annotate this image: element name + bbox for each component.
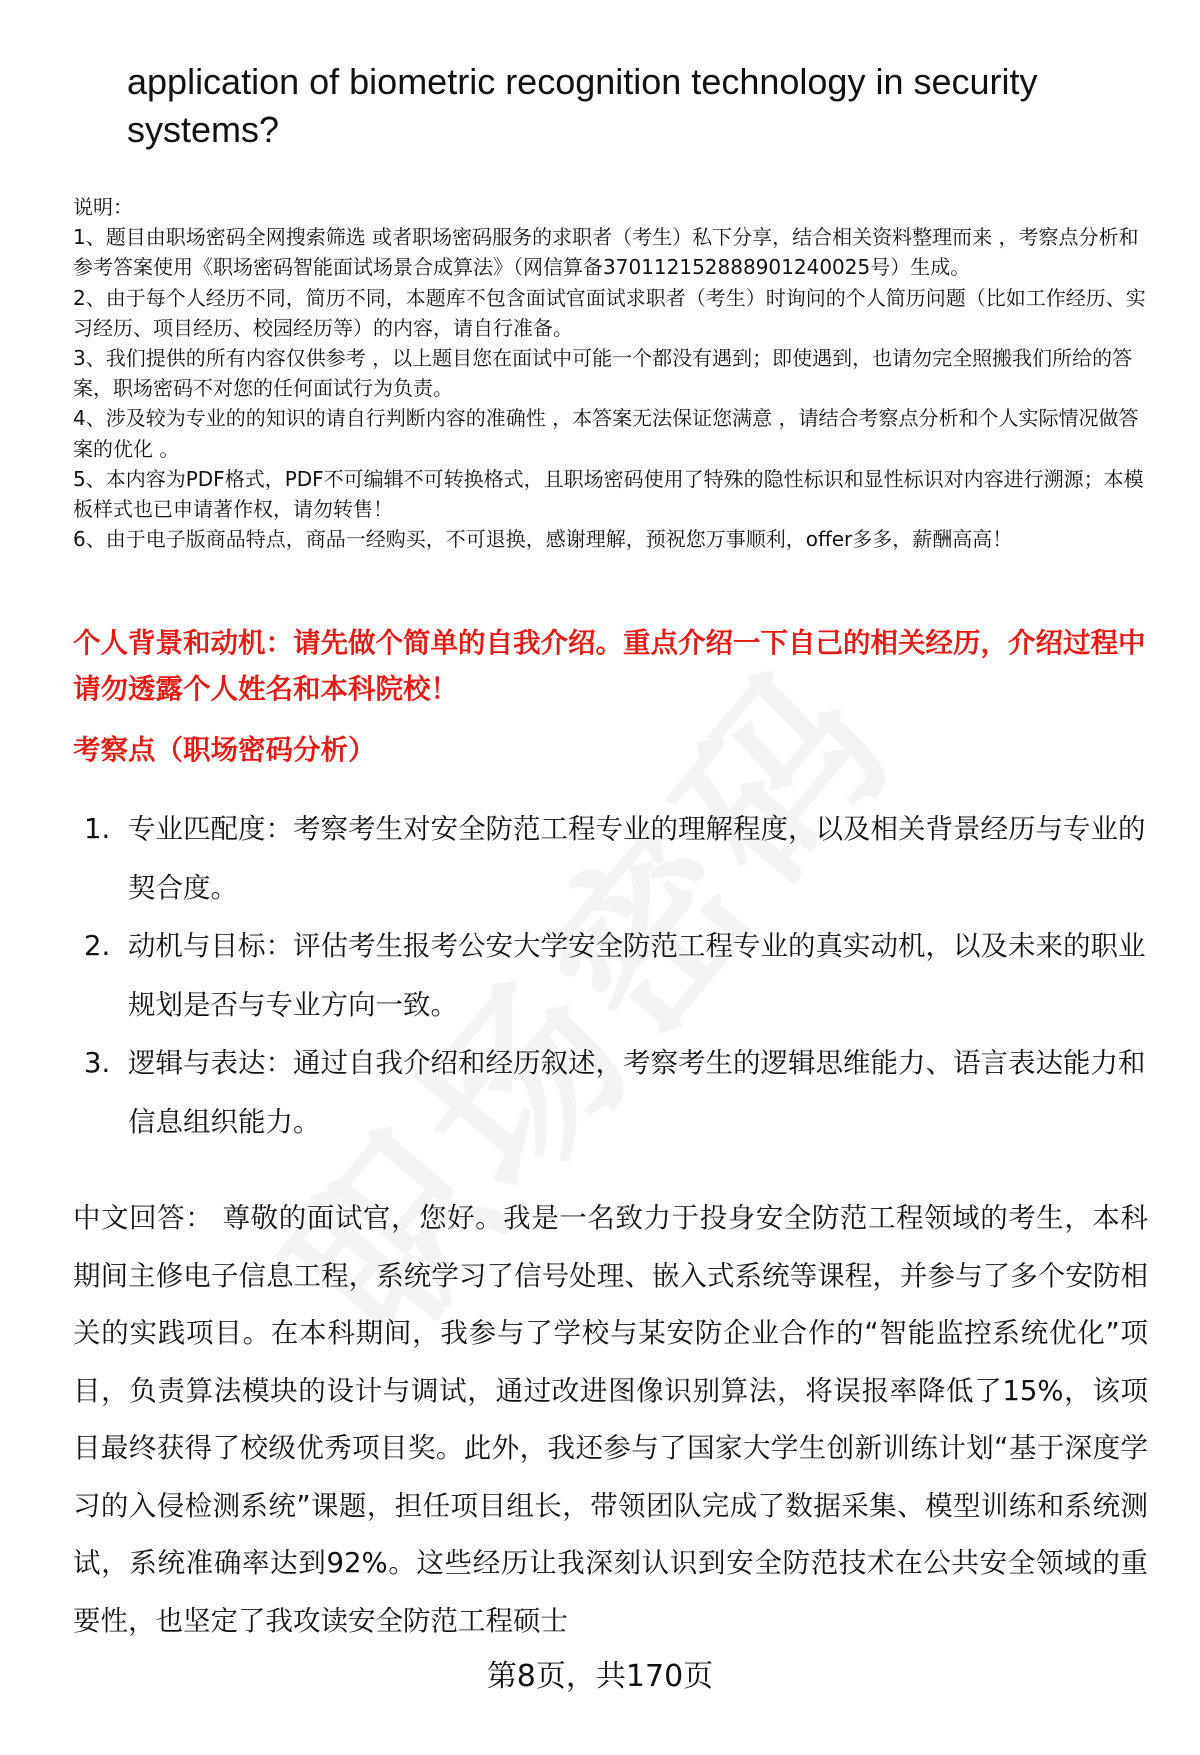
notes-section (73, 192, 1148, 554)
list-text: 逻辑与表达：通过自我介绍和经历叙述，考察考生的逻辑思维能力、语言表达能力和信息组织能力。 (128, 1047, 1146, 1138)
list-item (84, 1034, 1154, 1151)
list-number: 2. (84, 930, 111, 962)
note-item: 5、本内容为PDF格式，PDF不可编辑不可转换格式，且职场密码使用了特殊的隐性标识和显性标识对内容进行溯源；本模板样式也已申请著作权，请勿转售！ (73, 466, 1144, 522)
list-item (84, 800, 1154, 917)
page-footer: 第8页，共170页 (486, 1659, 714, 1694)
note-item: 2、由于每个人经历不同，简历不同，本题库不包含面试官面试求职者（考生）时询问的个人简历问题（比如工作经历、实习经历、项目经历、校园经历等）的内容，请自行准备。 (73, 285, 1146, 340)
question-heading: 个人背景和动机：请先做个简单的自我介绍。重点介绍一下自己的相关经历，介绍过程中请勿透露个人姓名和本科院校！ (73, 627, 1146, 705)
notes-heading: 说明： (73, 195, 133, 219)
note-item: 6、由于电子版商品特点，商品一经购买，不可退换，感谢理解，预祝您万事顺利，offer多多，薪酬高高！ (73, 527, 1013, 552)
analysis-heading: 考察点（职场密码分析） (73, 734, 376, 766)
note-item: 1、题目由职场密码全网搜索筛选 或者职场密码服务的求职者（考生）私下分享，结合相关资料整理而来 ，考察点分析和参考答案使用《职场密码智能面试场景合成算法》（网信算备370112152888901240025号）生成。 (73, 225, 1139, 280)
analysis-list (84, 800, 1154, 1151)
list-item (84, 917, 1154, 1034)
note-item: 4、涉及较为专业的的知识的请自行判断内容的准确性 ，本答案无法保证您满意 ，请结合考察点分析和个人实际情况做答案的优化 。 (73, 406, 1139, 461)
list-text: 动机与目标：评估考生报考公安大学安全防范工程专业的真实动机，以及未来的职业规划是否与专业方向一致。 (128, 930, 1146, 1021)
list-number: 3. (84, 1047, 111, 1079)
answer-paragraph: 中文回答： 尊敬的面试官，您好。我是一名致力于投身安全防范工程领域的考生，本科期间主修电子信息工程，系统学习了信号处理、嵌入式系统等课程，并参与了多个安防相关的实践项目。在本科期间，我参与了学校与某安防企业合作的“智能监控系统优化”项目，负责算法模块的设计与调试，通过改进图像识别算法，将误报率降低了15%，该项目最终获得了校级优秀项目奖。此外，我还参与了国家大学生创新训练计划“基于深度学习的入侵检测系统”课题，担任项目组长，带领团队完成了数据采集、模型训练和系统测试，系统准确率达到92%。这些经历让我深刻认识到安全防范技术在公共安全领域的重要性，也坚定了我攻读安全防范工程硕士 (73, 1202, 1148, 1637)
list-number: 1. (84, 813, 111, 845)
list-text: 专业匹配度：考察考生对安全防范工程专业的理解程度，以及相关背景经历与专业的契合度。 (128, 813, 1146, 904)
question-title-english: application of biometric recognition technology in security systems? (127, 61, 1038, 150)
note-item: 3、我们提供的所有内容仅供参考 ，以上题目您在面试中可能一个都没有遇到；即使遇到，也请勿完全照搬我们所给的答案，职场密码不对您的任何面试行为负责。 (73, 346, 1133, 401)
